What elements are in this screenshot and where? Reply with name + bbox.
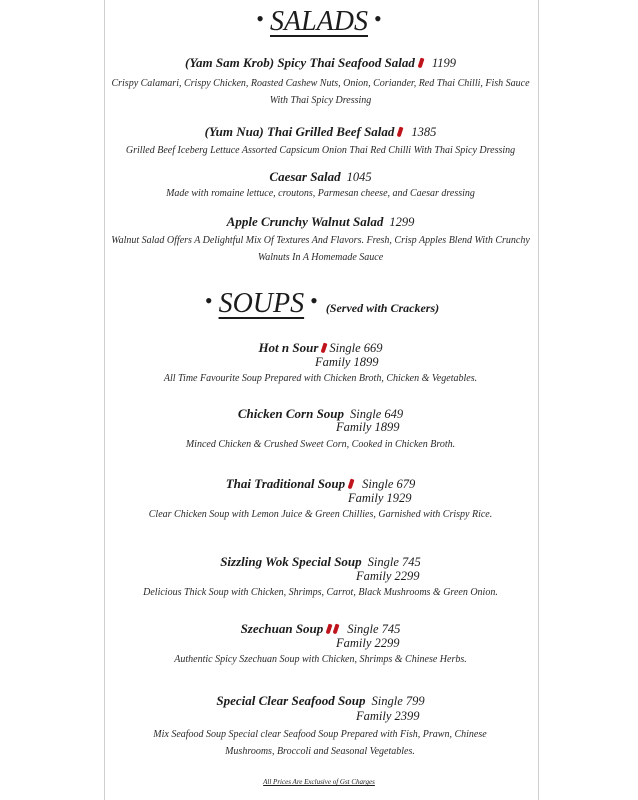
salad-item [104,166,537,202]
price-disclaimer: All Prices Are Exclusive of Gst Charges [263,778,375,786]
soup-item [104,337,537,356]
soup-item [104,551,537,570]
soup-item [104,403,537,422]
chili-icon [348,479,355,490]
item-description: Mix Seafood Soup Special clear Seafood Soup Prepared with Fish, Prawn, Chinese Mushrooms, Broccoli and Seasonal Vegetables. [153,729,487,757]
item-name: Apple Crunchy Walnut Salad [226,214,384,229]
menu-page [104,0,539,800]
chili-icon [333,624,340,635]
item-name: (Yam Sam Krob) Spicy Thai Seafood Salad [184,55,415,70]
item-name: Chicken Corn Soup [237,406,345,421]
family-price: Family 2299 [356,569,420,583]
item-name: Special Clear Seafood Soup [216,693,366,708]
single-price: Single 799 [371,694,425,708]
family-price: Family 1899 [336,420,400,434]
soups-title: SOUPS [218,288,305,319]
item-price: 1385 [411,125,437,139]
soup-item [104,618,537,637]
item-description: Clear Chicken Soup with Lemon Juice & Green Chillies, Garnished with Crispy Rice. [148,509,493,520]
item-price: 1045 [346,170,372,184]
single-price: Single 679 [362,477,416,491]
single-price: Single 669 [329,341,383,355]
single-price: Single 745 [367,555,421,569]
item-name: Hot n Sour [258,340,319,355]
item-price: 1199 [431,56,456,70]
salad-item [104,211,537,266]
chili-icon [397,127,404,138]
family-price: Family 1899 [315,355,379,369]
soup-item [104,690,537,709]
salad-item [104,52,537,109]
item-description: Walnut Salad Offers A Delightful Mix Of Textures And Flavors. Fresh, Crisp Apples Blend With Crunchy Walnuts In A Homemade Sauce [111,235,530,263]
item-description: Authentic Spicy Szechuan Soup with Chicken, Shrimps & Chinese Herbs. [174,654,467,665]
item-description: Crispy Calamari, Crispy Chicken, Roasted Cashew Nuts, Onion, Coriander, Red Thai Chilli, Fish Sauce With Thai Spicy Dressing [111,78,530,106]
item-name: Caesar Salad [269,169,341,184]
salads-title: SALADS [270,6,368,37]
item-name: (Yum Nua) Thai Grilled Beef Salad [204,124,395,139]
item-description: Made with romaine lettuce, croutons, Parmesan cheese, and Caesar dressing [166,188,475,199]
item-name: Sizzling Wok Special Soup [220,554,362,569]
soup-item [104,473,537,492]
item-name: Szechuan Soup [240,621,324,636]
single-price: Single 745 [347,622,401,636]
chili-icon [321,343,328,354]
family-price: Family 2299 [336,636,400,650]
family-price: Family 2399 [356,709,420,723]
item-price: 1299 [389,215,415,229]
item-description: Grilled Beef Iceberg Lettuce Assorted Capsicum Onion Thai Red Chilli With Thai Spicy Dressing [125,145,516,156]
salad-item [104,121,537,159]
item-description: Minced Chicken & Crushed Sweet Corn, Cooked in Chicken Broth. [185,439,456,450]
item-description: All Time Favourite Soup Prepared with Chicken Broth, Chicken & Vegetables. [163,373,478,384]
chili-icon [326,624,333,635]
soups-heading: • SOUPS • (Served with Crackers) [204,288,440,319]
single-price: Single 649 [350,407,404,421]
item-name: Thai Traditional Soup [225,476,346,491]
family-price: Family 1929 [348,491,412,505]
salads-heading: • SALADS • [256,6,382,37]
chili-icon [417,58,424,69]
item-description: Delicious Thick Soup with Chicken, Shrimps, Carrot, Black Mushrooms & Green Onion. [143,587,498,598]
soups-subtitle: (Served with Crackers) [325,301,440,315]
